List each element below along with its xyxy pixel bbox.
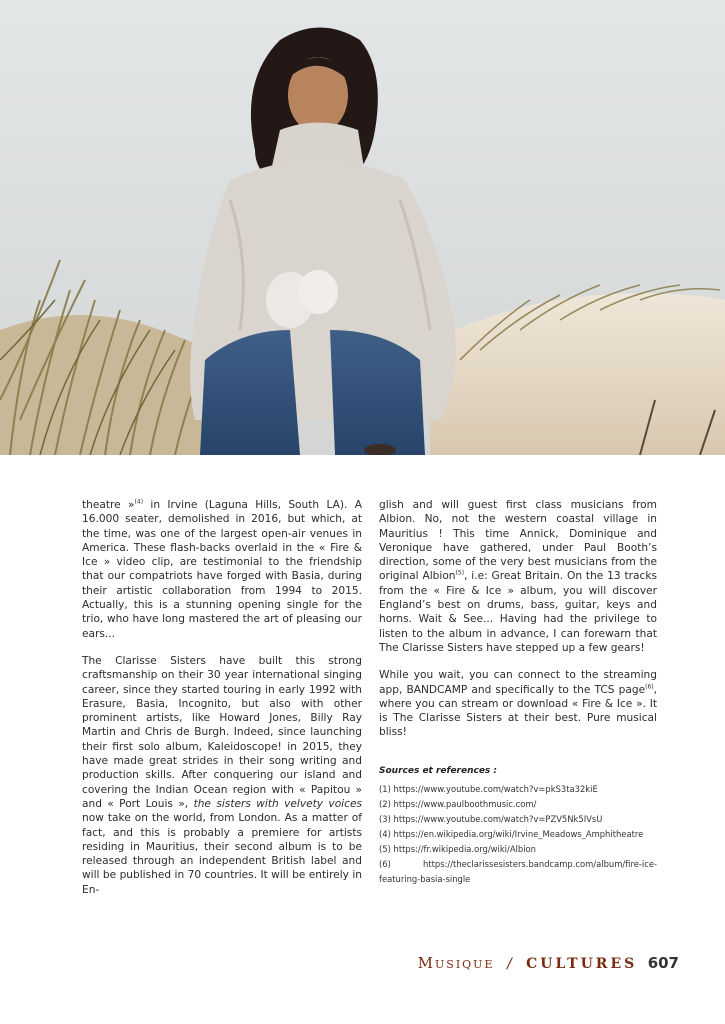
source-item[interactable]: (3) https://www.youtube.com/watch?v=PZV5Nk5IVsU (379, 814, 603, 825)
section-label: Musique (417, 954, 495, 972)
paragraph: While you wait, you can connect to the streaming app, BANDCAMP and specifically to the TCS page$^{(6)}$, where you can stream or download « Fire & Ice ». It is The Clarisse Sisters at their best. Pure musical bliss! (379, 669, 657, 739)
paragraph: glish and will guest first class musicians from Albion. No, not the western coastal village in Mauritius ! This time Annick, Dominique and Veronique have gathered, under Paul Booth’s direction, some of the very best musicians from the original Albion$^{(5)}$, i.e: Great Britain. On the 13 tracks from the « Fire & Ice » album, you will discover England’s best on drums, bass, guitar, keys and horns. Wait & See... Having had the privilege to listen to the album in advance, I can forewarn that The Clarisse Sisters have stepped up a few gears! (379, 499, 657, 654)
footer-separator: / (506, 956, 514, 972)
source-item[interactable]: (5) https://fr.wikipedia.org/wiki/Albion (379, 844, 536, 855)
source-item[interactable]: (1) https://www.youtube.com/watch?v=pkS3ta32kiE (379, 784, 598, 795)
source-item[interactable]: (6) https://theclarissesisters.bandcamp.com/album/fire-ice-featuring-basia-single (379, 859, 657, 885)
page-footer (418, 954, 679, 972)
paragraph: theatre »$^{(4)}$ in Irvine (Laguna Hills, South LA). A 16.000 seater, demolished in 2016, but which, at the time, was one of the largest open-air venues in America. These flash-backs overlaid in the « Fire & Ice » video clip, are testimonial to the friendship that our compatriots have forged with Basia, during their artistic collaboration from 1994 to 2015. Actually, this is a stunning opening single for the trio, who have long mastered the art of pleasing our ears... (82, 498, 362, 640)
paragraph: The Clarisse Sisters have built this strong craftsmanship on their 30 year international singing career, since they started touring in early 1992 with Erasure, Basia, Incognito, but also with other prominent artists, like Howard Jones, Billy Ray Martin and Chris de Burgh. Indeed, since launching their first solo album, Kaleidoscope! in 2015, they have made great strides in their song writing and production skills. After conquering our island and covering the Indian Ocean region with « Papitou » and « Port Louis », the sisters with velvety voices now take on the world, from London. As a matter of fact, and this is probably a premiere for artists residing in Mauritius, their second album is to be released through an independent British label and will be published in 70 countries. It will be entirely in En- (82, 654, 362, 896)
source-item[interactable]: (2) https://www.paulboothmusic.com/ (379, 799, 537, 810)
hero-photo (0, 0, 725, 455)
page-number: 607 (647, 954, 679, 972)
left-column (82, 498, 362, 910)
sources-title: Sources et references : (379, 765, 498, 776)
category-label: CULTURES (526, 956, 638, 972)
source-item[interactable]: (4) https://en.wikipedia.org/wiki/Irvine_Meadows_Amphitheatre (379, 829, 644, 840)
sources-list (379, 782, 657, 887)
right-column (379, 498, 657, 887)
